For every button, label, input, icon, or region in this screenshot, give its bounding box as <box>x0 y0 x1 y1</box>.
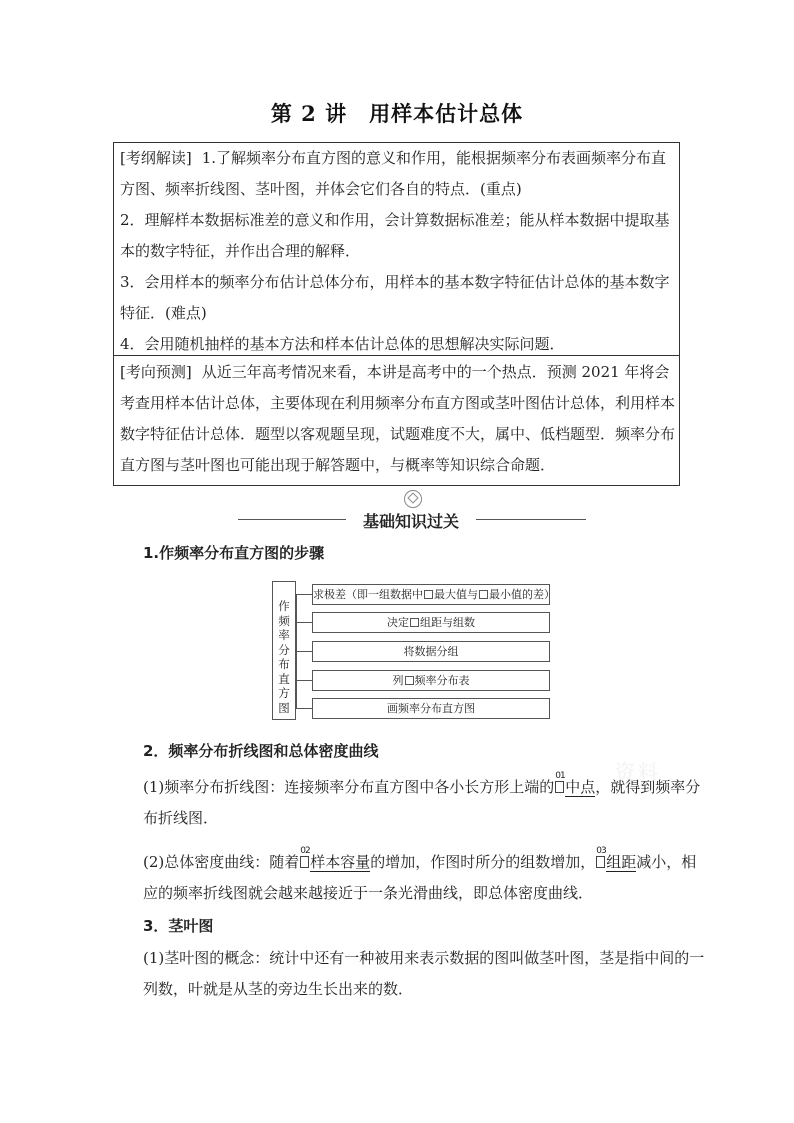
step-1-text-b: 最大值与 <box>434 588 478 601</box>
syllabus-item-4: 4．会用随机抽样的基本方法和样本估计总体的思想解决实际问题． <box>120 335 565 353</box>
blank-number: 01 <box>555 771 565 781</box>
flowchart-step-3: 将数据分组 <box>312 641 550 662</box>
flowchart-left-text: 作频率分布直方图 <box>278 599 290 715</box>
blank-number: 02 <box>300 846 310 856</box>
watermark-text: 资料 <box>615 760 661 784</box>
answer-sample-size: 样本容量 <box>310 853 371 871</box>
blank-mark-icon <box>479 590 488 599</box>
flowchart-step-5: 画频率分布直方图 <box>312 698 550 719</box>
paragraph-stem-leaf: (1)茎叶图的概念：统计中还有一种被用来表示数据的图叫做茎叶图，茎是指中间的一列数，叶就是从茎的旁边生长出来的数． <box>143 949 705 998</box>
blank-mark-icon <box>555 771 565 793</box>
flowchart-branch <box>296 680 312 681</box>
blank-mark-icon <box>300 846 310 868</box>
step-4-text-b: 频率分布表 <box>414 674 470 687</box>
blank-mark-icon <box>424 590 433 599</box>
blank-number: 03 <box>596 846 606 856</box>
blank-mark-icon <box>410 618 419 627</box>
flowchart-left-label <box>272 581 296 720</box>
p2-text-b: 的增加，作图时所分的组数增加， <box>370 853 596 871</box>
prediction-text <box>120 357 675 481</box>
step-2-text-b: 组距与组数 <box>420 616 475 629</box>
heading-1: 1.作频率分布直方图的步骤 <box>143 544 325 562</box>
section-title: 基础知识过关 <box>362 512 459 531</box>
section-emblem-icon <box>404 490 422 508</box>
section-rule-left <box>238 519 346 520</box>
flowchart-step-4 <box>312 670 550 691</box>
syllabus-box <box>113 142 680 486</box>
p2-text-a: (2)总体密度曲线：随着 <box>143 853 300 871</box>
answer-midpoint: 中点 <box>565 778 596 796</box>
blank-mark-icon <box>405 676 414 685</box>
p1-text-a: (1)频率分布折线图：连接频率分布直方图中各小长方形上端的 <box>143 778 555 796</box>
heading-2: 2．频率分布折线图和总体密度曲线 <box>143 742 379 760</box>
flowchart-step-2 <box>312 612 550 633</box>
syllabus-item-3: 3．会用样本的频率分布估计总体分布，用样本的基本数字特征估计总体的基本数字特征．(难点) <box>120 273 670 322</box>
flowchart-branch <box>296 622 312 623</box>
step-1-text-c: 最小值的差） <box>489 588 555 601</box>
flowchart-step-1 <box>312 584 555 605</box>
answer-bin-width: 组距 <box>606 853 637 871</box>
paragraph-density-curve <box>113 847 711 909</box>
page-title: 第 2 讲 用样本估计总体 <box>270 101 524 126</box>
flowchart-branch <box>296 594 312 595</box>
p1-text-b: ，就得到频率分布折线图． <box>143 778 701 827</box>
predict-tag: [考向预测] <box>120 363 192 381</box>
section-rule-right <box>476 519 586 520</box>
blank-mark-icon <box>596 846 606 868</box>
interpret-tag: [考纲解读] <box>120 149 192 167</box>
p2-text-c: 减小，相应的频率折线图就会越来越接近于一条光滑曲线，即总体密度曲线． <box>143 853 697 902</box>
step-1-text-a: 求极差（即一组数据中 <box>313 588 423 601</box>
prediction-body: 从近三年高考情况来看，本讲是高考中的一个热点．预测 2021 年将会考查用样本估计总体，主要体现在利用频率分布直方图或茎叶图估计总体，利用样本数字特征估计总体．题型以客观题呈现，试题难度不大，属中、低档题型．频率分布直方图与茎叶图也可能出现于解答题中，与概率等知识综合命题． <box>120 363 676 474</box>
syllabus-item-1 <box>120 143 675 205</box>
syllabus-item-2: 2．理解样本数据标准差的意义和作用，会计算数据标准差；能从样本数据中提取基本的数字特征，并作出合理的解释． <box>120 211 670 260</box>
syllabus-item-1-text: 1.了解频率分布直方图的意义和作用，能根据频率分布表画频率分布直方图、频率折线图、茎叶图，并体会它们各自的特点．(重点) <box>120 149 667 198</box>
flowchart-branch <box>296 708 312 709</box>
step-2-text-a: 决定 <box>387 616 409 629</box>
step-4-text-a: 列 <box>392 674 404 687</box>
outline-divider <box>114 355 679 356</box>
heading-3: 3．茎叶图 <box>143 917 214 935</box>
flowchart-branch <box>296 651 312 652</box>
